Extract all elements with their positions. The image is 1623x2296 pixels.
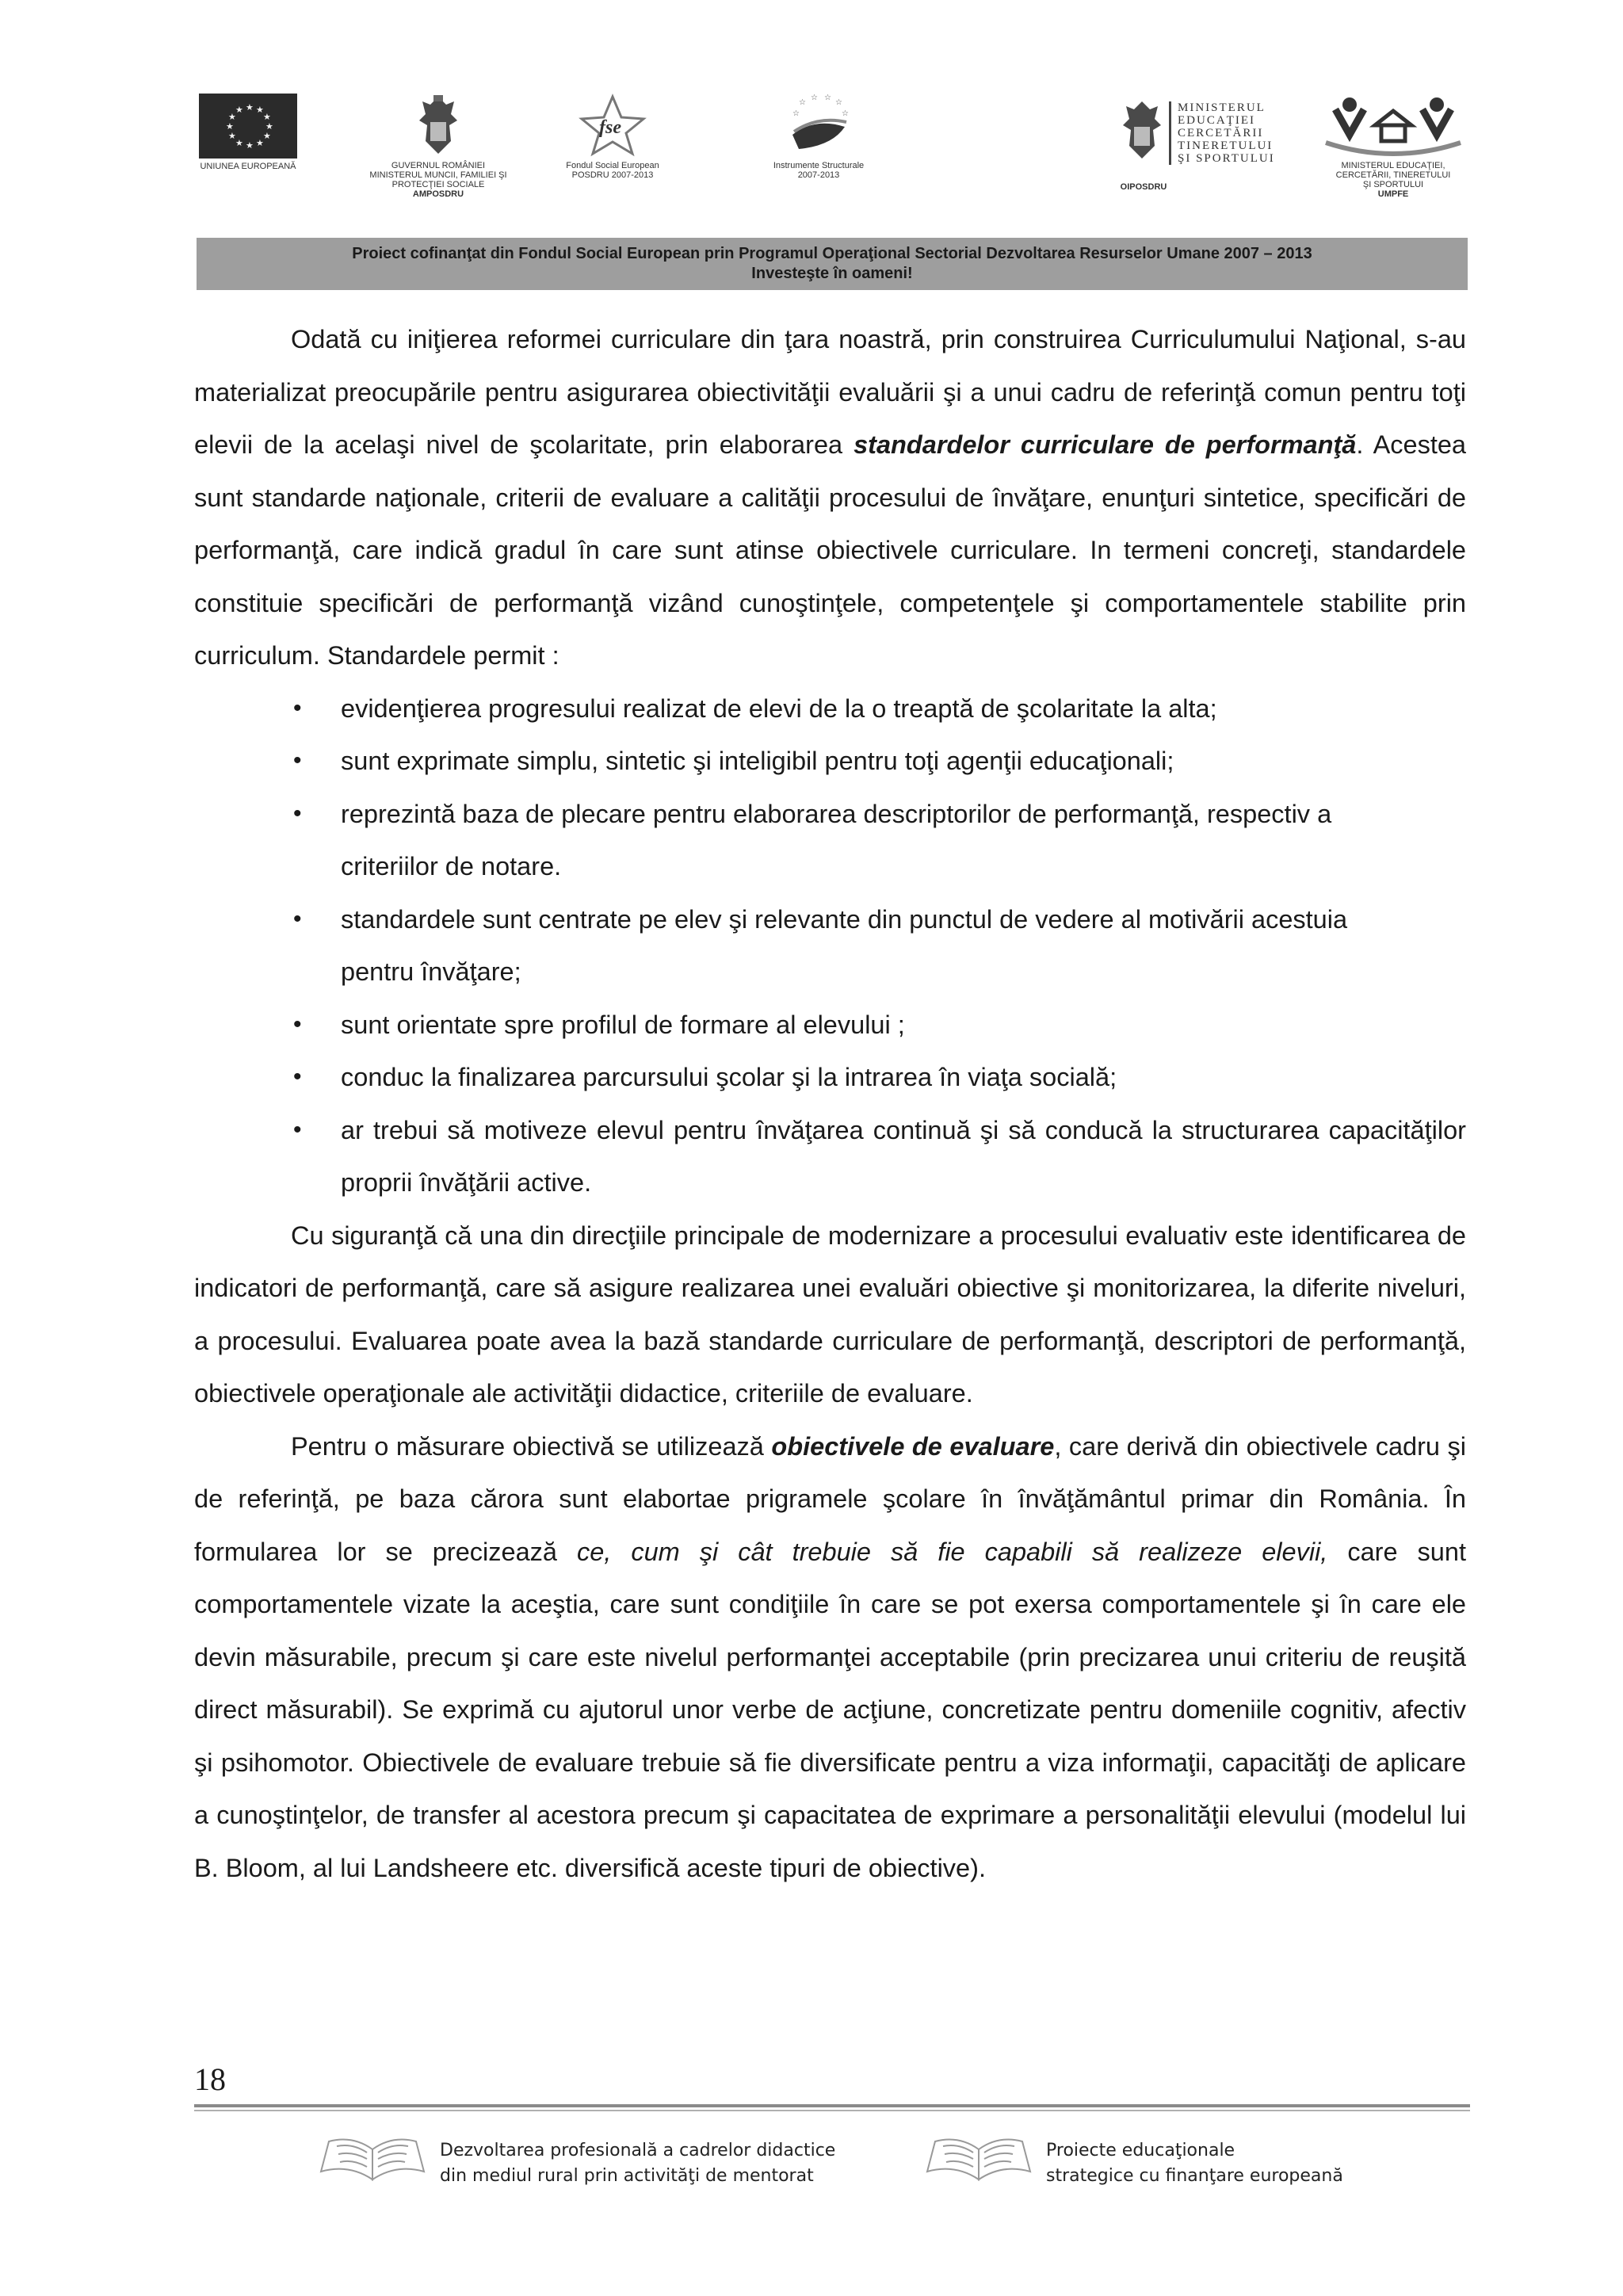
footer-right xyxy=(919,2132,1474,2203)
project-banner xyxy=(197,238,1468,290)
list-item: • evidenţierea progresului realizat de elevi de la o treaptă de şcolaritate la alta; xyxy=(194,682,1466,735)
coat-of-arms-icon xyxy=(414,94,462,157)
svg-text:★: ★ xyxy=(265,121,273,132)
footer-left xyxy=(313,2132,868,2203)
umpfe-caption: MINISTERUL EDUCAŢIEI, CERCETĂRII, TINERETULUI ŞI SPORTULUI UMPFE xyxy=(1335,161,1451,199)
list-item: • ar trebui să motiveze elevul pentru învăţarea continuă şi să conducă la structurarea capacităţilor proprii învăţării active. xyxy=(194,1104,1466,1209)
header-logos xyxy=(197,94,1465,220)
bullet-icon: • xyxy=(293,1064,302,1090)
svg-text:★: ★ xyxy=(256,105,264,115)
instrumente-logo xyxy=(751,94,886,180)
open-book-icon xyxy=(313,2132,432,2187)
paragraph-2: Cu siguranţă că una din direcţiile principale de modernizare a procesului evaluativ este identificarea de indicatori de performanţă, care să asigure realizarea unei evaluări obiective şi monitorizarea, la diferite niveluri, a procesului. Evaluarea poate avea la bază standarde curriculare de performanţă, descriptori de performanţă, obiectivele operaţionale ale activităţii didactice, criteriile de evaluare. xyxy=(194,1221,1466,1408)
list-item: • sunt exprimate simplu, sintetic şi inteligibil pentru toţi agenţii educaţionali; xyxy=(194,735,1466,788)
bullet-icon: • xyxy=(293,1010,302,1037)
list-item: • standardele sunt centrate pe elev şi relevante din punctul de vedere al motivării acestuia pentru învăţare; xyxy=(194,893,1466,999)
document-body xyxy=(194,313,1466,1894)
footer-left-text: Dezvoltarea profesională a cadrelor didactice din mediul rural prin activităţi de mentorat xyxy=(440,2141,836,2186)
svg-text:★: ★ xyxy=(226,121,234,132)
ministry-logo xyxy=(1120,94,1310,197)
svg-text:★: ★ xyxy=(263,131,271,141)
svg-text:☆: ☆ xyxy=(835,98,842,107)
fse-star-icon xyxy=(577,94,648,157)
instrumente-structurale-icon xyxy=(783,94,854,157)
standards-bullet-list xyxy=(194,682,1466,1209)
banner-line-1: Proiect cofinanţat din Fondul Social European prin Programul Operaţional Sectorial Dezvoltarea Resurselor Umane 2007 – 2013 xyxy=(352,245,1312,262)
paragraph-3: Pentru o măsurare obiectivă se utilizează obiectivele de evaluare, care derivă din obiectivele cadru şi de referinţă, pe baza cărora sunt elabortae prigramele şcolare în învăţământul primar din România. În formularea lor se precizează ce, cum şi cât trebuie să fie capabili să realizeze elevii, care sunt comportamentele vizate la aceştia, care sunt condiţiile în care se pot exersa comportamentele şi în care ele devin măsurabile, precum şi care este nivelul performanţei acceptabile (prin precizarea unui criteriu de reuşită direct măsurabil). Se exprimă cu ajutorul unor verbe de acţiune, concretizate pentru domeniile cognitiv, afectiv şi psihomotor. Obiectivele de evaluare trebuie să fie diversificate pentru a viza informaţii, capacităţi de aplicare a cunoştinţelor, de transfer al acestora precum şi capacitatea de exprimare a personalităţii elevului (modelul lui B. Bloom, al lui Landsheere etc. diversifică aceste tipuri de obiective). xyxy=(194,1431,1466,1882)
footer-divider-thin xyxy=(194,2110,1470,2111)
open-book-icon xyxy=(919,2132,1038,2187)
svg-text:☆: ☆ xyxy=(792,109,800,118)
ministry-coat-of-arms-icon xyxy=(1120,98,1164,162)
bullet-icon: • xyxy=(293,747,302,774)
eu-caption: UNIUNEA EUROPEANĂ xyxy=(200,162,296,171)
svg-text:★: ★ xyxy=(235,105,243,115)
ministry-wordmark: MINISTERUL EDUCAŢIEI CERCETĂRII TINERETULUI ŞI SPORTULUI xyxy=(1169,101,1275,165)
eu-flag-icon xyxy=(199,94,297,159)
footer-divider xyxy=(194,2104,1470,2107)
svg-text:☆: ☆ xyxy=(811,94,818,102)
fse-logo xyxy=(549,94,676,180)
oiposdru-caption: OIPOSDRU xyxy=(1120,182,1167,192)
list-item: • sunt orientate spre profilul de formare al elevului ; xyxy=(194,999,1466,1052)
footer-right-text: Proiecte educaţionale strategice cu finanţare europeană xyxy=(1046,2141,1343,2186)
svg-text:★: ★ xyxy=(235,138,243,148)
government-logo xyxy=(355,94,521,199)
svg-text:★: ★ xyxy=(228,131,236,141)
svg-text:fse: fse xyxy=(599,117,621,138)
fse-caption: Fondul Social European POSDRU 2007-2013 xyxy=(566,161,659,180)
bullet-icon: • xyxy=(293,800,302,827)
list-item: • conduc la finalizarea parcursului şcolar şi la intrarea în viaţa socială; xyxy=(194,1051,1466,1104)
emphasis-standards: standardelor curriculare de performanţă xyxy=(854,430,1357,459)
paragraph-1: Odată cu iniţierea reformei curriculare din ţara noastră, prin construirea Curriculumului Naţional, s-au materializat preocupările pentru asigurarea obiectivităţii evaluării şi a unui cadru de referinţă comun pentru toţi elevii de la acelaşi nivel de şcolaritate, prin elaborarea standardelor curriculare de performanţă. Acestea sunt standarde naţionale, criterii de evaluare a calităţii procesului de învăţare, enunţuri sintetice, specificări de performanţă, care indică gradul în care sunt atinse obiectivele curriculare. In termeni concreţi, standardele constituie specificări de performanţă vizând cunoştinţele, competenţele şi comportamentele stabilite prin curriculum. Standardele permit : xyxy=(194,325,1467,670)
instrumente-caption: Instrumente Structurale 2007-2013 xyxy=(773,161,865,180)
page-number: 18 xyxy=(194,2061,226,2097)
gov-caption: GUVERNUL ROMÂNIEI MINISTERUL MUNCII, FAMILIEI ŞI PROTECŢIEI SOCIALE AMPOSDRU xyxy=(369,161,507,199)
emphasis-capabilities: ce, cum şi cât trebuie să fie capabili să realizeze elevii, xyxy=(576,1537,1328,1566)
bullet-icon: • xyxy=(293,1116,302,1143)
list-item: • reprezintă baza de plecare pentru elaborarea descriptorilor de performanţă, respectiv a criteriilor de notare. xyxy=(194,788,1466,893)
bullet-icon: • xyxy=(293,905,302,932)
umpfe-people-house-icon xyxy=(1318,94,1468,157)
svg-text:☆: ☆ xyxy=(842,109,849,118)
bullet-icon: • xyxy=(293,694,302,721)
svg-text:☆: ☆ xyxy=(799,98,806,107)
svg-text:★: ★ xyxy=(263,112,271,122)
emphasis-objectives: obiectivele de evaluare xyxy=(771,1431,1055,1461)
svg-text:★: ★ xyxy=(256,138,264,148)
svg-text:★: ★ xyxy=(246,102,254,113)
eu-logo xyxy=(197,94,300,171)
svg-text:☆: ☆ xyxy=(824,94,831,102)
svg-text:★: ★ xyxy=(246,140,254,151)
banner-line-2: Investeşte în oameni! xyxy=(751,265,913,282)
svg-text:★: ★ xyxy=(228,112,236,122)
umpfe-logo xyxy=(1314,94,1472,199)
